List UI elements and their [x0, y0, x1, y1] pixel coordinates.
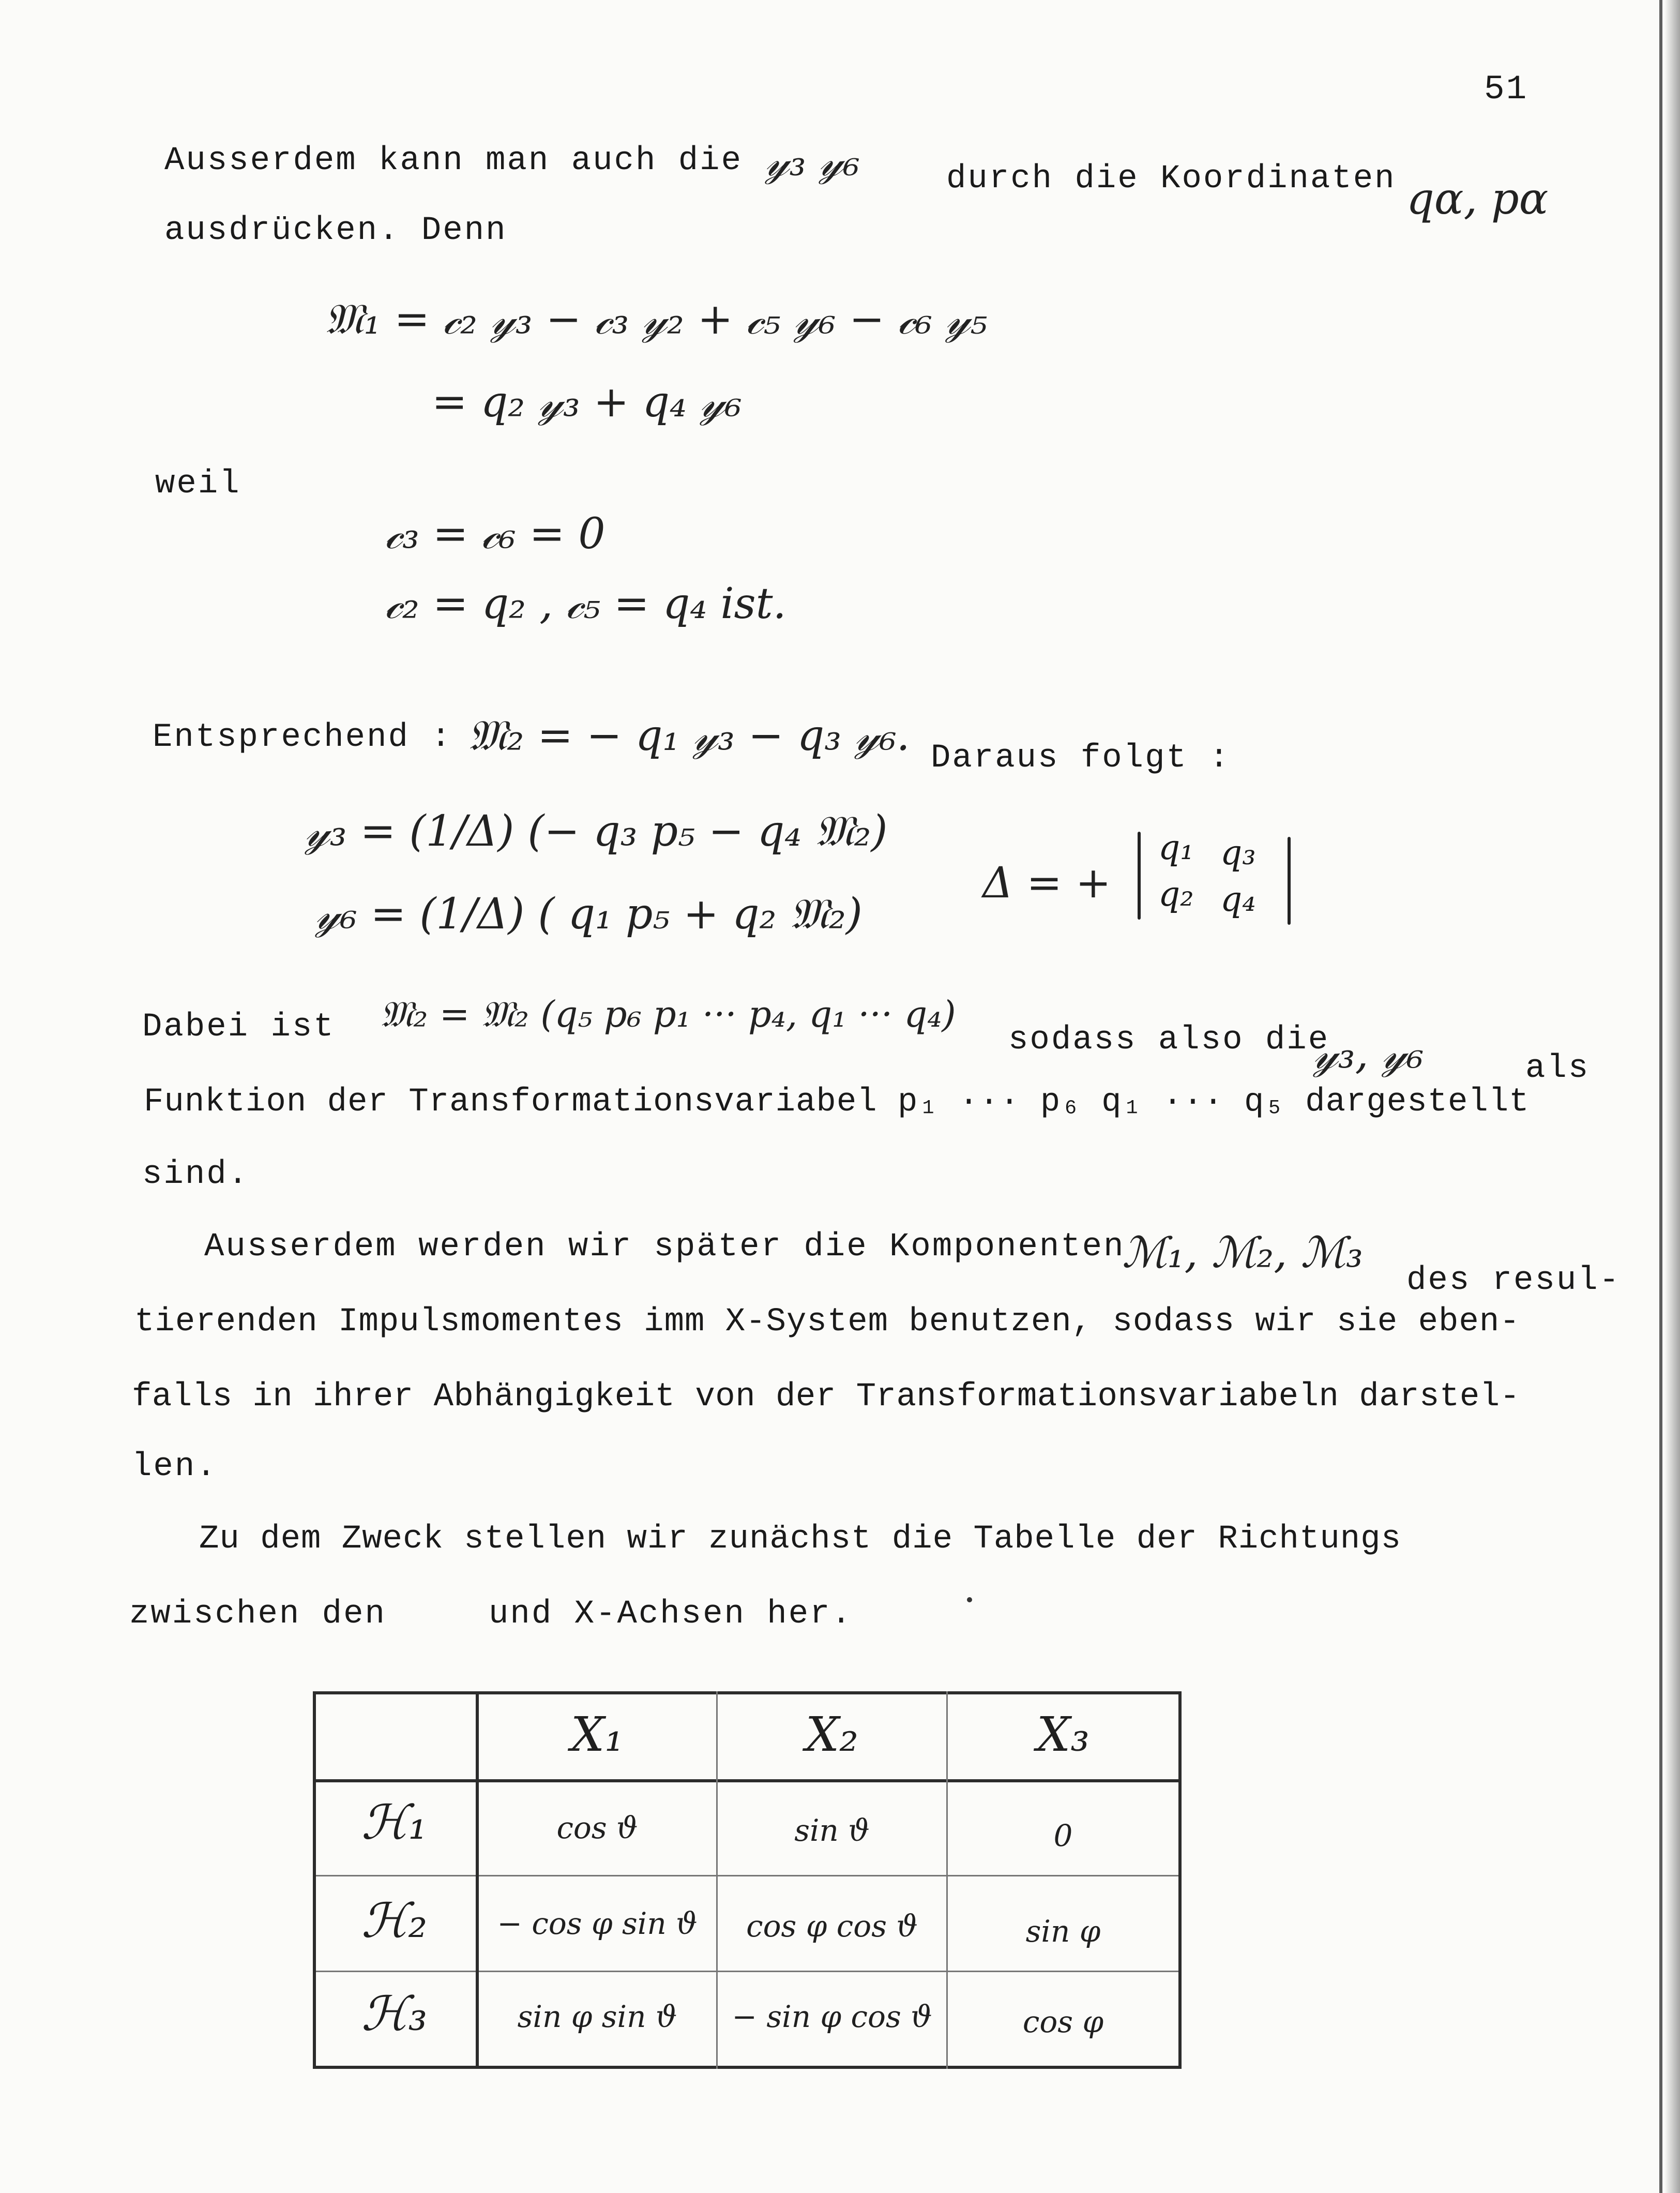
det-cell: q₂ — [1158, 874, 1194, 914]
delta-prefix: Δ = + — [982, 859, 1111, 908]
table-col-header: X₃ — [1036, 1707, 1090, 1762]
table-cell: sin φ sin ϑ — [517, 1999, 677, 2034]
para2-line1-a: Ausserdem werden wir später die Komponenten — [204, 1228, 1125, 1266]
condition-line2: 𝒸₂ = q₂ , 𝒸₅ = q₄ ist. — [385, 579, 786, 628]
table-cell: sin ϑ — [794, 1813, 870, 1848]
direction-cosine-table — [313, 1691, 1182, 2069]
dabei-label: Dabei ist — [142, 1009, 335, 1046]
table-rule — [313, 1971, 1182, 1972]
table-rule — [313, 1779, 1182, 1782]
table-row-header: ℋ₃ — [361, 1986, 428, 2041]
solution-y6: 𝓎₆ = (1/Δ) ( q₁ p₅ + q₂ 𝔐₂) — [315, 890, 862, 939]
table-cell: cos φ cos ϑ — [746, 1909, 918, 1944]
table-cell: sin φ — [1025, 1914, 1101, 1949]
determinant-right-bar — [1288, 837, 1291, 925]
para1-line1-coords: qα, pα — [1406, 173, 1549, 224]
sodass-also-die: sodass also die — [1008, 1022, 1330, 1059]
equation-m1-line2: = q₂ 𝓎₃ + q₄ 𝓎₆ — [432, 378, 742, 427]
table-cell: − sin φ cos ϑ — [732, 1999, 932, 2034]
determinant-left-bar — [1138, 832, 1141, 920]
daraus-folgt: Daraus folgt : — [931, 740, 1231, 777]
table-rule — [313, 1691, 1182, 1694]
table-cell: cos ϑ — [556, 1810, 638, 1845]
table-col-header: X₁ — [570, 1707, 624, 1762]
table-cell: cos φ — [1022, 2004, 1104, 2039]
para2-line1-vars: ℳ₁, ℳ₂, ℳ₃ — [1122, 1228, 1363, 1278]
page-edge-shadow — [1664, 0, 1680, 2193]
equation-m2: 𝔐₂ = − q₁ 𝓎₃ − q₃ 𝓎₆. — [468, 711, 910, 760]
table-rule — [313, 1875, 1182, 1876]
table-rule — [1178, 1691, 1182, 2069]
table-col-header: X₂ — [805, 1707, 859, 1762]
equation-m2-dependence: 𝔐₂ = 𝔐₂ (q₅ p₆ p₁ ··· p₄, q₁ ··· q₄) — [380, 993, 956, 1035]
als-word: als — [1525, 1050, 1590, 1087]
table-rule — [313, 2066, 1182, 2069]
para3-line1: Zu dem Zweck stellen wir zunächst die Tabelle der Richtungs — [199, 1521, 1401, 1558]
ink-speck — [967, 1597, 972, 1602]
para2-line4: len. — [132, 1448, 218, 1485]
equation-m1-line1: 𝔐₁ = 𝒸₂ 𝓎₃ − 𝒸₃ 𝓎₂ + 𝒸₅ 𝓎₆ − 𝒸₆ 𝓎₅ — [325, 295, 988, 344]
table-cell: − cos φ sin ϑ — [497, 1906, 698, 1941]
para3-line2-a: zwischen den — [129, 1596, 386, 1633]
para2-line3: falls in ihrer Abhängigkeit von der Transformationsvariabeln darstel- — [132, 1378, 1520, 1416]
para1-line1-text-a: Ausserdem kann man auch die — [164, 142, 743, 179]
dabei-line2: Funktion der Transformationsvariabel p₁ ··· p₆ q₁ ··· q₅ dargestellt — [144, 1084, 1530, 1121]
det-cell: q₁ — [1158, 828, 1194, 867]
condition-line1: 𝒸₃ = 𝒸₆ = 0 — [385, 509, 606, 559]
para2-line1-b: des resul- — [1406, 1262, 1621, 1299]
solution-y3: 𝓎₃ = (1/Δ) (− q₃ p₅ − q₄ 𝔐₂) — [305, 807, 888, 856]
table-cell: 0 — [1053, 1818, 1073, 1853]
table-row-header: ℋ₁ — [361, 1795, 428, 1850]
page-number: 51 — [1484, 70, 1528, 109]
entsprechend-label: Entsprechend : — [153, 719, 452, 756]
dabei-vars: 𝓎₃, 𝓎₆ — [1313, 1029, 1424, 1078]
page-edge-line — [1659, 0, 1662, 2193]
para3-line2-b: und X-Achsen her. — [489, 1596, 853, 1633]
para1-line1-vars: 𝓎₃ 𝓎₆ — [765, 137, 860, 185]
para1-line2: ausdrücken. Denn — [164, 212, 507, 249]
weil-label: weil — [155, 465, 241, 503]
para2-line2: tierenden Impulsmomentes imm X-System benutzen, sodass wir sie eben- — [134, 1303, 1520, 1341]
det-cell: q₄ — [1220, 879, 1256, 919]
det-cell: q₃ — [1220, 833, 1256, 873]
determinant — [1132, 822, 1494, 926]
table-row-header: ℋ₂ — [361, 1893, 428, 1948]
dabei-line3: sind. — [142, 1156, 250, 1193]
para1-line1-text-b: durch die Koordinaten — [946, 160, 1396, 198]
